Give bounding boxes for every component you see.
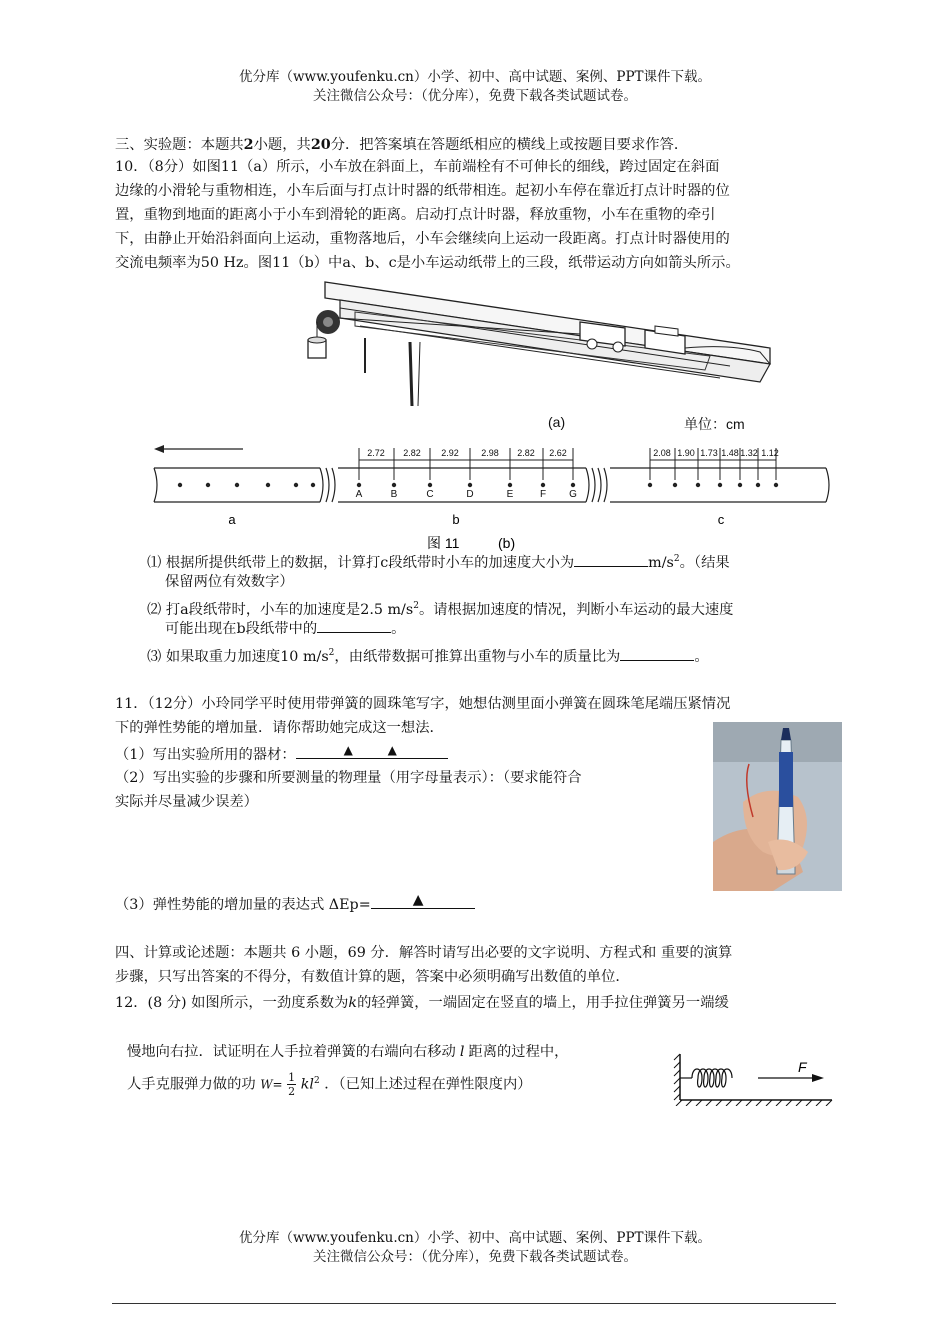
question-10-text: 10．（8分）如图11（a）所示，小车放在斜面上，车前端栓有不可伸长的细线，跨过固定在斜面 边缘的小滑轮与重物相连，小车后面与打点计时器的纸带相连。起初小车停在靠近打点计时器的位 置，重物到地面的距离小于小车到滑轮的距离。启动打点计时器，释放重物，小车在重物的牵引 下，由静止开始沿斜面向上运动，重物落地后，小车会继续向上运动一段距离。打点计时器使用的 交流电频率为50 Hz。图11（b）中a、b、c是小车运动纸带上的三段，纸带运动方向如箭头所示。 — [115, 159, 740, 271]
tape-a — [154, 468, 335, 502]
question-12-line2: 慢地向右拉．试证明在人手拉着弹簧的右端向右移动 l 距离的过程中， — [127, 1044, 569, 1060]
c-value: 1.12 — [761, 448, 779, 458]
b-value: 2.72 — [367, 448, 385, 458]
figure-11b-tape — [140, 440, 840, 555]
page-footer — [0, 1229, 950, 1267]
b-value: 2.98 — [481, 448, 499, 458]
answer-blank[interactable]: ▲ — [371, 892, 475, 909]
figure-11a-label: (a) — [548, 414, 566, 430]
segment-b-label: b — [452, 512, 460, 527]
section-3-title: 三、实验题：本题共2小题，共20分．把答案填在答题纸相应的横线上或按题目要求作答． — [115, 137, 689, 153]
question-12-line1: 12．(8 分) 如图所示，一劲度系数为k的轻弹簧，一端固定在竖直的墙上，用手拉住弹簧另一端缓 — [115, 995, 729, 1011]
c-value: 1.90 — [677, 448, 695, 458]
footer-line-1: 优分库（www.youfenku.cn）小学、初中、高中试题、案例、PPT课件下载。 — [238, 1230, 712, 1246]
header-line-1: 优分库（www.youfenku.cn）小学、初中、高中试题、案例、PPT课件下载。 — [238, 69, 712, 85]
direction-arrow-icon — [154, 445, 243, 453]
c-value: 1.73 — [700, 448, 718, 458]
b-value: 2.92 — [441, 448, 459, 458]
q10-sub1-line2: 保留两位有效数字） — [165, 574, 294, 590]
force-label: F — [798, 1059, 807, 1075]
c-value: 2.08 — [653, 448, 671, 458]
b-point: D — [466, 489, 474, 500]
b-point: B — [390, 489, 398, 500]
page-header — [0, 68, 950, 106]
q11-sub3: （3）弹性势能的增加量的表达式 ΔEp= ▲ — [115, 892, 715, 917]
question-11-text: 11．（12分）小玲同学平时使用带弹簧的圆珠笔写字，她想估测里面小弹簧在圆珠笔尾端压紧情况 下的弹性势能的增加量．请你帮助她完成这一想法． — [115, 696, 731, 736]
header-line-2: 关注微信公众号：（优分库），免费下载各类试题试卷。 — [313, 88, 637, 104]
question-12-line3: 人手克服弹力做的功 W= $\frac{1}{2}$ $kl^2$ ．（已知上述过程在弹性限度内） — [127, 1071, 532, 1099]
b-point: G — [569, 489, 577, 500]
c-value: 1.32 — [740, 448, 758, 458]
b-value: 2.62 — [549, 448, 567, 458]
answer-blank[interactable] — [620, 660, 694, 661]
q10-sub2: ⑵ 打a段纸带时，小车的加速度是2.5 $m/s^2$。请根据加速度的情况，判断小车运动的最大速度 — [147, 601, 734, 618]
b-value: 2.82 — [517, 448, 535, 458]
answer-blank[interactable]: ▲ ▲ — [296, 742, 448, 759]
figure-caption-b: (b) — [498, 535, 516, 551]
figure-caption: 图 11 — [427, 535, 460, 551]
b-point: E — [506, 489, 514, 500]
q10-sub3: ⑶ 如果取重力加速度10 $m/s^2$，由纸带数据可推算出重物与小车的质量比为 。 — [147, 648, 709, 665]
pen-hand-photo — [713, 722, 842, 891]
q11-sub2: （2）写出实验的步骤和所要测量的物理量（用字母量表示）：（要求能符合 实际并尽量减少误差） — [115, 770, 582, 810]
b-value: 2.82 — [403, 448, 421, 458]
answer-blank[interactable] — [317, 632, 391, 633]
q10-sub1: ⑴ 根据所提供纸带上的数据，计算打c段纸带时小车的加速度大小为 $m/s^2$。（结果 — [147, 554, 730, 571]
figure-11a-incline — [300, 278, 780, 408]
tape-c — [610, 448, 829, 502]
segment-c-label: c — [717, 512, 725, 527]
segment-a-label: a — [228, 512, 236, 527]
tape-b — [338, 448, 607, 502]
b-point: C — [426, 489, 434, 500]
q11-sub1: （1）写出实验所用的器材： ▲ ▲ — [115, 742, 695, 767]
fraction: $\frac{1}{2}$ — [288, 1071, 296, 1099]
footer-divider — [112, 1303, 836, 1304]
b-point: A — [355, 489, 363, 500]
b-point: F — [539, 489, 547, 500]
footer-line-2: 关注微信公众号：（优分库），免费下载各类试题试卷。 — [313, 1249, 637, 1265]
section-4-title: 四、计算或论述题：本题共 6 小题，69 分．解答时请写出必要的文字说明、方程式和 重要的演算 步骤，只写出答案的不得分，有数值计算的题，答案中必须明确写出数值的单位． — [115, 945, 733, 985]
figure-unit-label: 单位：cm — [684, 416, 745, 432]
q10-sub2-line2: 可能出现在b段纸带中的 。 — [165, 621, 406, 637]
spring-figure — [672, 1050, 834, 1106]
c-value: 1.48 — [721, 448, 739, 458]
answer-blank[interactable] — [574, 566, 648, 567]
